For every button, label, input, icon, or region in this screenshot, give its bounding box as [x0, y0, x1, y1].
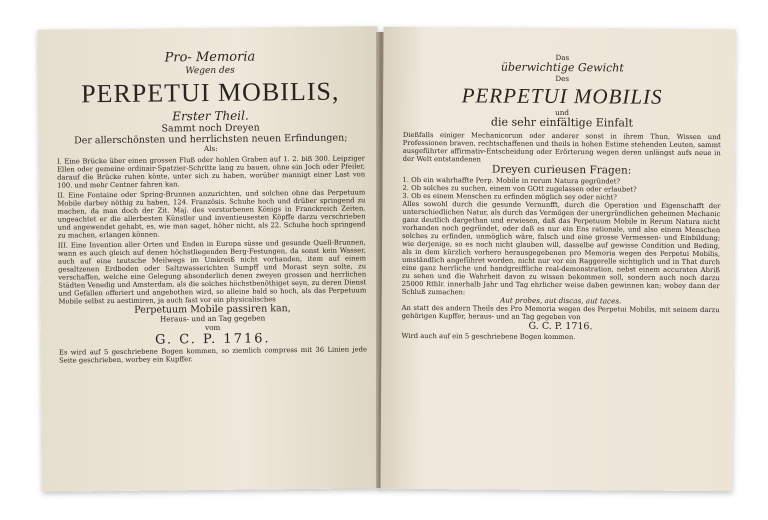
- item-1: I. Eine Brücke über einen grossen Fluß oder hohlen Graben auf 1. 2. biß 300. Leipziger Ellen oder gemeine ordinair-Spatzier-Schritte lang zu bauen, ohne ein Joch oder Pfeiler, darauf die Brücke ruhen könte, unter sich zu haben, worüber mannigt einer Last von 100. und mehr Centner fahren kan.: [56, 154, 366, 190]
- item-3: III. Eine Invention aller Orten und Enden in Europa süsse und gesunde Quell-Brunnen, wann es auch gleich auf denen höchstliegenden Berg-Festungen, da sonst kein Wasser, auch auf eine teutsche Meilwegs im Umkreiß nicht vorhanden, item auf einem gesaltzenen Erdboden oder Saltzwasserichten Sumpff und Morast seyn solte, zu verschaffen, welche eine Gelegung absonderlich denen zweyen grossen und herrlichen Städten Venedig und Amsterdam, als die solches höchstbenöthiget seyn, zu deren Dienst und Gefallen offeriert und angebothen wird, so alleine bald so hoch, als das Perpetuum Mobile selbst zu aestimiren, ja auch fast vor ein physicalisches: [57, 238, 367, 306]
- motto-line: Aut probes, aut discas, aut taces.: [500, 295, 622, 306]
- right-footer-1: An statt des andern Theils des Pro Memoria wegen des Perpetui Mobilis, mit seinem darzu gehörigen Kupffer, heraus- und an Tag gegeben von: [401, 304, 720, 322]
- pro-memoria-heading: Pro- Memoria: [164, 49, 256, 66]
- question-2: 2. Ob solches zu suchen, einem von GOtt zugelassen oder erlaubet?: [402, 183, 637, 194]
- fragen-heading: Dreyen curieusen Fragen:: [491, 163, 632, 177]
- right-intro: Dießfalls einiger Mechanicorum oder anderer sonst in ihrem Thun, Wissen und Professionen braven, rechtschaffenen und theils in hohen Estime stehenden Leuten, sammt ausgeführter affirmativ-Entscheidung oder Erörterung wegen deren unlängst aufs neue in der Welt entstandenen: [402, 131, 721, 164]
- left-page: [38, 26, 383, 492]
- das-line: Das: [555, 52, 570, 63]
- book-spread: [30, 28, 736, 490]
- part-label: Erster Theil.: [172, 108, 249, 123]
- einfalt-line: die sehr einfältige Einfalt: [490, 115, 633, 130]
- left-footer: Es wird auf 5 geschriebene Bogen kommen, so ziemlich compress mit 36 Linien jede Seite geschrieben, worbey ein Kupffer.: [58, 345, 368, 366]
- und-line: und: [555, 107, 569, 117]
- right-author-initials: G. C. P. 1716.: [528, 321, 593, 333]
- vom-line: vom: [205, 322, 221, 332]
- des-line: Des: [555, 74, 570, 84]
- heraus-line: Heraus- und an Tag gegeben: [159, 313, 266, 324]
- right-body: Alles sowohl durch die gesunde Vernunfft, durch die Operation und Eigenschafft der unterschiedlichen Natur, als durch das Vermögen der unergründlichen geheimen Mechanic ganz deutlich dargethan und erwiesen, daß das Perpetuum Mobile in Rerum Natura nicht vorhanden noch gegründet, oder daß es nur ein Ens rationale, und also einem Menschen solches zu erfinden, unmöglich wäre, falsch und eine grosse Vermessen- und Einbildung; wie derjenige, so es noch nicht glauben will, dasselbe auf gewisse Condition und Beding, als in dem kürzlich vorhero herausgegebenen pro Memoria wegen des Perpetui Mobilis, umständlich angeführet worden, nicht nur vor ein Raggerelle sichtiglich und in That durch eine ganz herrliche und handgreiffliche real-demonstration, nebst einem accuraten Abriß zu sehen und die Wahrheit davon zu wissen bekommen soll, sondern auch noch darzu 25000 Rthlr. innerhalb Jahr und Tag ehrlicher weise daben gewinnen kan; wobey dann der Schluß zumachen:: [401, 199, 721, 297]
- right-footer-2: Wird auch auf ein 5 geschriebene Bogen kommen.: [401, 331, 576, 341]
- author-initials: G. C. P. 1716.: [155, 331, 271, 348]
- left-title: PERPETUI MOBILIS,: [80, 76, 340, 109]
- der-line: Der allerschönsten und herrlichsten neuen Erfindungen;: [74, 132, 348, 147]
- sammt-line: Sammt noch Dreyen: [161, 122, 260, 135]
- question-1: 1. Ob ein wahrhaffte Perp. Mobile in rerum Natura gegründet?: [402, 175, 621, 186]
- question-3: 3. Ob es einem Menschen zu erfinden möglich sey oder nicht?: [402, 191, 617, 202]
- ueber-line: überwichtige Gewicht: [500, 61, 624, 75]
- perpetuum-line: Perpetuum Mobile passiren kan,: [134, 303, 291, 316]
- item-2: II. Eine Fontaine oder Spring-Brunnen anzurichten, und solchen ohne das Perpetuum Mobile darbey nöthig zu haben, 124. Französis. Schuhe hoch und drüber springend zu machen, da man doch der Zit. Maj. des verstorbenen Königs in Franckreich Zeiten, ungeachtet er die allerbesten Künstler und inventieusesten Köpffe darzu verschrieben und angewendet gehabt, es, wie man saget, höher nicht, als 22. Schuhe hoch springend zu machen, erlangen können.: [57, 188, 366, 240]
- wegen-line: Wegen des: [185, 66, 235, 77]
- right-page: [380, 27, 735, 491]
- als-line: Als:: [203, 144, 218, 154]
- right-title: PERPETUI MOBILIS: [461, 83, 663, 109]
